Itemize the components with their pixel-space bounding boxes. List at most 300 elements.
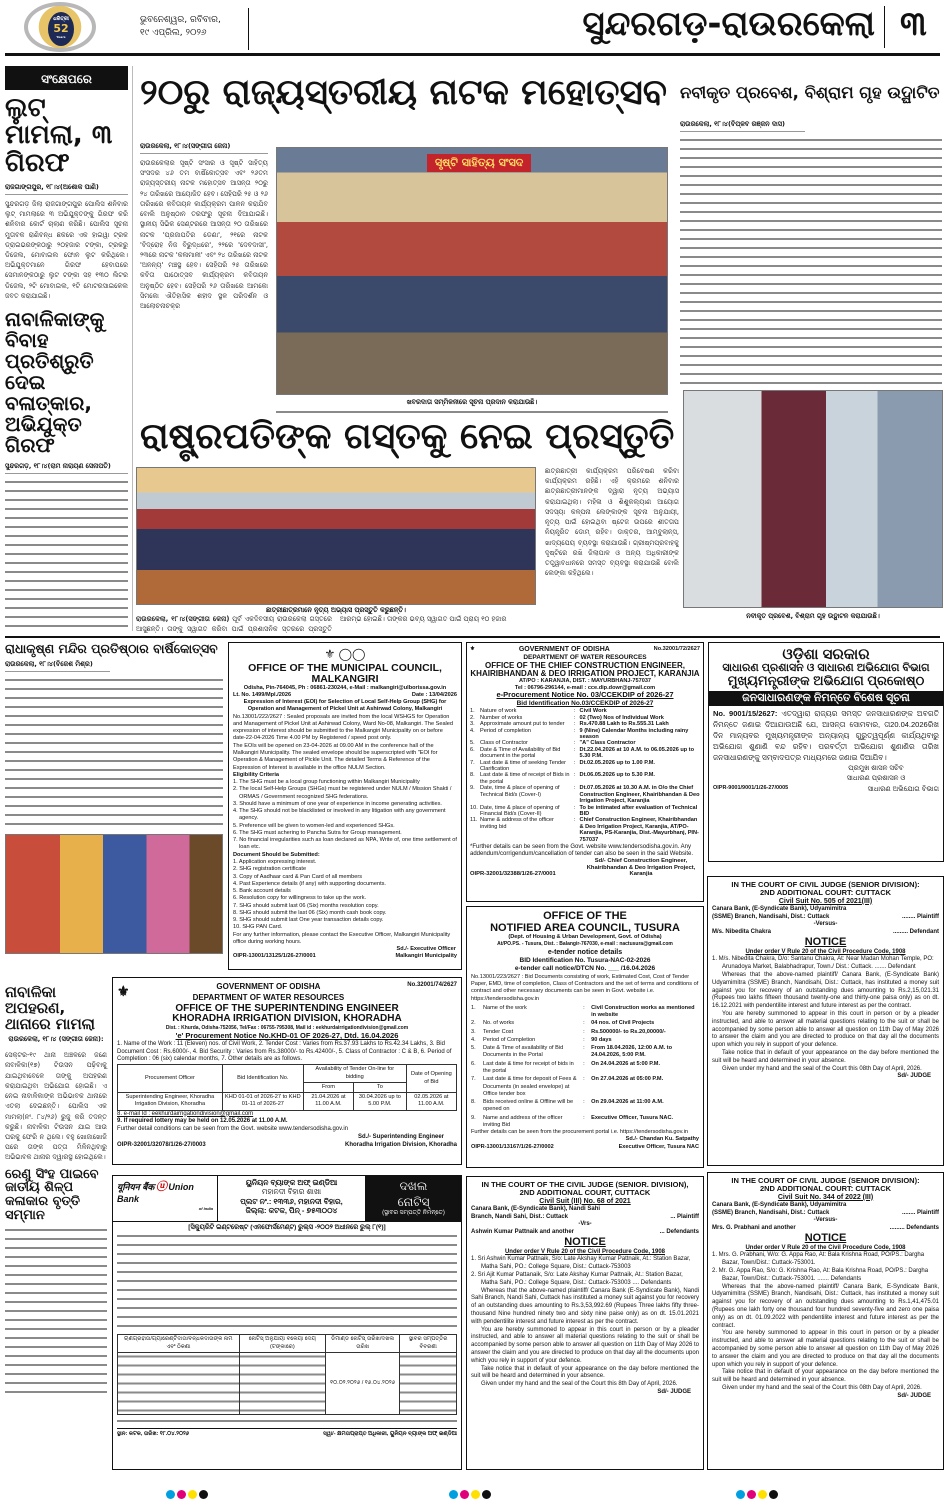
dateline: ରାଉରକେଲା, ୧୮।୪(ସଙ୍ଗୀତା କେନା): [136, 615, 230, 623]
newspaper-logo: [24, 2, 96, 52]
item-number: 6.: [471, 1060, 476, 1067]
plaintiff: Canara Bank, (E-Syndicate Bank), Udyamimitra (SSME) Branch, Nandisahi, Dist.: Cuttack: [712, 905, 847, 920]
cell: [118, 1352, 240, 1414]
notice-heading: 'e' Procurement Notice No.KHD-01 OF 2026-27, Dtd. 16.04.2026: [175, 1031, 399, 1041]
item-value: Rs.470.88 Lakh to Rs.555.31 Lakh: [579, 721, 669, 728]
court-heading: IN THE COURT OF THE CIVIL JUDGE (SENIOR. DIVISION),: [481, 1180, 689, 1189]
party: 1. M/s. Nibedita Chakra, D/o: Santanu Chakra, At: Near Madan Mohan Temple, PO: Arunadoya Market, Balabhadrapur, Town./ Dist.: Cuttack. ....... Defendant: [712, 956, 934, 971]
story-kidnap-body: ସେକ୍ଟର-୧୯ ଥାନା ଅଞ୍ଚଳରେ ଜଣେ ନାବାଳିକା(୧୭) ଟିଉସନ ପଢ଼ିବାକୁ ଯାଇଥିବାବେଳେ ତାଙ୍କୁ ଅପହରଣ କରାଯାଇଥିବା ଅଭିଯୋଗ ହୋଇଛି। ଏ ନେଇ ନାବାଳିକାଙ୍କ ଅଭିଭାବକ ଥାନାରେ ଏତଲା ଦେଇଛନ୍ତି। ପୋଲିସ ଏକ ମାମଲା(ନଂ. ୮୪/୨୬) ରୁଜୁ କରି ତଦନ୍ତ କରୁଛି। ନାବାଳିକା ଟିଉସନ ଯାଇ ଆଉ ଘରକୁ ଫେରି ନ ଥିଲେ। ବହୁ ଖୋଜାଖୋଜି ପରେ ତାଙ୍କ ପତ୍ତା ମିଳିନଥିବାରୁ ଅଭିଭାବକ ଥାନାର ଦ୍ୱାରସ୍ଥ ହୋଇଥିଲେ।: [5, 1051, 107, 1162]
item-separator: :: [573, 785, 576, 792]
signatory-office: Malkangiri Municipality: [395, 953, 457, 960]
emblem-icon: ⚜: [117, 983, 130, 999]
col-header: ଡିମାଣ୍ଡ ନୋଟିସ୍ ତାରିଖ/ଦଖଲ ତାରିଖ: [326, 1335, 400, 1353]
union-bank-logo: यूनियन बैंक ⓤ Union Bank of India: [113, 1176, 218, 1221]
item-separator: :: [573, 727, 576, 734]
notice-title: NOTICE: [804, 936, 847, 949]
plaintiff-line: [471, 1206, 699, 1222]
item-label: Date & Time of Availability of Bid document in the portal: [480, 746, 561, 760]
notice-title: NOTIFIED AREA COUNCIL, TUSURA: [490, 921, 680, 934]
plaintiff-line: [712, 906, 939, 922]
item-separator: :: [583, 1045, 585, 1052]
item-number: 4.: [470, 727, 475, 734]
bid-id: Bid Identification No.03/CCEKDIP of 2026-27: [516, 699, 654, 707]
dateline: ରାଉରକେଲା, ୧୮।୪(ବିପ୍ଳବ ରଞ୍ଜନ ଦାସ): [680, 120, 805, 132]
notice-address: Dist. : Khurda, Odisha-752056, Tel/Fax : 06755-795308, Mail id : eekhurdairrigationdivision@gmail.com: [165, 1024, 409, 1031]
item-separator: :: [583, 1099, 585, 1106]
table-row: [118, 1093, 457, 1111]
photo-caption: ଛାତ୍ରୀଛାତ୍ରମାନେ ନୃତ୍ୟ ଅଭ୍ୟାସ ପ୍ରସ୍ତୁତି କରୁଛନ୍ତି।: [266, 606, 406, 614]
cell: 30.04.2026 up to 5.00 P.M.: [354, 1093, 407, 1111]
item-number: 9.: [471, 1114, 476, 1121]
plaintiff: Canara Bank, (E-Syndicate Bank), Udyamimitra (SSME) Branch, Nandisahi, Dist.: Cuttack: [712, 1201, 847, 1216]
notice-order: Under order V Rule 20 of the Civil Procedure Code, 1908: [745, 948, 906, 955]
notice-dept: DEPARTMENT OF WATER RESOURCES: [523, 654, 647, 662]
oipr-number: OIPR-9001/9001/1/26-27/0005: [713, 784, 789, 791]
headline-kidnap: ନାବାଳିକା ଅପହରଣ, ଥାନାରେ ମାମଲା: [5, 983, 95, 1033]
docs-title: Document Should be Submitted:: [233, 851, 320, 858]
item-label: Name & address of the officer inviting bid: [480, 817, 554, 830]
notice-para: Whereas that the above-named plaintiff/ Canara Bank, (E-Syndicate Bank) Udyamimitra (SSME) Branch, Nandisahi, Dist.: Cuttack, has instituted a money suit against you for recovery of an outstanding dues amounting to Rs.2,15,021.31 (Rupees two lakhs fifteen thousand twenty-one and thirty-one paisa only) as on dt. 16.12.2021 with pendentilite interest and future interest as per the contract.: [712, 971, 939, 1010]
dateline: ରାଉରକେଲା, ୧୮।୪(ବିଜେଶ ମିଶ୍ର): [5, 660, 110, 672]
item-label: Last date & time of receipt of Bids in the portal: [480, 772, 570, 785]
item-label: Date & Time of availability of Bid Documents in the Portal: [483, 1045, 564, 1059]
photo-caption: ନବୀକୃତ ପ୍ରବେଶ, ବିଶ୍ରାମ ଗୃହ ଉଦ୍ଘାଟନ କରାଯାଉଛି।: [746, 612, 880, 620]
story-drama-body: ରାଉରକେଲାର ସୃଷ୍ଟି ସଂସାର ଓ ସୃଷ୍ଟି ସାହିତ୍ୟ ସଂସଦର ୪୬ ତମ ବାର୍ଷିକୋତ୍ସବ ଏବଂ ୨୬ତମ ରାଜ୍ୟସ୍ତରୀୟ ନାଟକ ମହୋତ୍ସବ ଆସନ୍ତା ୨୦ରୁ ୨୪ ତାରିଖରେ ଆୟୋଜିତ ହେବ। ସେହିପରି ୨୫ ଓ ୨୬ ତାରିଖରେ କବିତାୟନ କାର୍ଯ୍ୟକ୍ରମ ପାଳନ କରାଯିବ ବୋଲି ଅନୁଷ୍ଠାନ ତରଫରୁ ସୂଚନା ଦିଆଯାଇଛି। ସ୍ଥାନୀୟ ସିଭିକ ସେଣ୍ଟରରେ ଆସନ୍ତା ୨୦ ତାରିଖରେ ନାଟକ 'ପ୍ରଜାପତିର ଡେଣା', ୨୧ରେ ନାଟକ 'ବିଦ୍ରୋହ ନିଜ ବିରୁଦ୍ଧରେ', ୨୨ରେ 'ଦେବଦାସୀ', ୨୩ରେ ନାଟକ 'କଳାମାଳୀ' ଏବଂ ୨୪ ତାରିଖରେ ନାଟକ 'ଅନନ୍ୟ' ମଞ୍ଚସ୍ଥ ହେବ। ସେହିପରି ୨୫ ତାରିଖରେ କବିତା ପାଠୋତ୍ସବ କାର୍ଯ୍ୟକ୍ରମ କବିତାୟନ ଅନୁଷ୍ଠିତ ହେବ। ସେହିପରି ୨୬ ତାରିଖରେ ଆମକୋ ସିମକୋ ଐତିହାସିକ ଶହୀଦ ସ୍ଥଳ ପରିଦର୍ଶନ ଓ ଆଲୋଚନାଚକ୍ର: [140, 159, 268, 311]
notice-cm-grievance: [708, 642, 944, 862]
cell: 02.05.2026 at 11.00 A.M.: [406, 1093, 456, 1111]
signatory: Sd/- JUDGE: [897, 1073, 931, 1080]
story-president-continued: [136, 615, 536, 635]
story-body-text: [5, 1226, 107, 1396]
notice-title: NOTICE: [804, 1232, 847, 1245]
notice-title: ମୁଖ୍ୟମନ୍ତ୍ରୀଙ୍କ ଅଭିଯୋଗ ପ୍ରକୋଷ୍ଠ: [727, 673, 925, 689]
story-loot-body: ସୁନ୍ଦରଗଡ଼ ଜିଲା ରାଜଗାଙ୍ଗପୁର ପୋଲିସ ଶନିବାର ଲୁଟ୍ ମାମଲାରେ ୩ ଅଭିଯୁକ୍ତଙ୍କୁ ଗିରଫ କରି ଶନିବାର କୋର୍ଟ ଚାଲାଣ କରିଛି। ପୋଲିସ ସୂଚନା ମୁତାବକ ରାଣିବନ୍ଧ ଛକରେ ଏକ ହାଇୱା ଟ୍ରକ ଡ୍ରାଇଭରଙ୍କଠାରୁ ୨୦ହଜାର ଟଙ୍କା, ଟ୍ରକରୁ ଡିଜେଲ, ମୋବାଇଲ ଫୋନ ଲୁଟ କରିଥିଲେ। ଅଭିଯୁକ୍ତମାନେ ଗିରଫ ହେବାପରେ ସେମାନଙ୍କଠାରୁ ଲୁଟ ଟଙ୍କା ସହ ୧୩୦ ଲିଟର ଡିଜେଲ, ୨ଟି ମୋବାଇଲ, ୧ଟି ମୋଟରସାଇକେଲ ଜବତ କରାଯାଇଛି।: [5, 199, 128, 300]
item-number: 5.: [471, 1045, 476, 1052]
item-number: 9.: [470, 785, 475, 792]
notice-banner: ଜନସାଧାରଣଙ୍କ ନିମନ୍ତେ ବିଶେଷ ସୂଚନା: [709, 691, 943, 707]
notice-title: NOTICE: [564, 1236, 606, 1249]
list-item: 8. SHG should submit the last 06 (Six) month cash book copy.: [233, 909, 387, 916]
story-president-body: ଛାତ୍ରଛାତ୍ରୀ କାର୍ଯ୍ୟକ୍ରମ ପରିବେଷଣ କରିବା କାର୍ଯ୍ୟକ୍ରମ ରହିଛି। ଏହି କ୍ରମରେ ଶନିବାର ଛାତ୍ରଛାତ୍ରୀମାନଙ୍କ ଦ୍ୱାରା ନୃତ୍ୟ ଅଭ୍ୟାସ କରାଯାଇଥିଲା। ମହିଳା ଓ ଶିଶୁକଲ୍ୟାଣ ଆୟୋଗ ସଦସ୍ୟା କଳ୍ପନା ଲେଙ୍କାଙ୍କ ସୂଚନା ଅନୁଯାୟୀ, ନୃତ୍ୟ ପାଇଁ ହୋଇଥିବା ଷ୍ଟେଜ ଉପରେ ଶୀତତାପ ନିୟନ୍ତ୍ରିତ ଡୋମ୍ ରହିବ। ଡାକ୍ତର, ଆମ୍ବୁଲାନ୍ସ, ଖାଦ୍ୟପେୟ ବ୍ୟବସ୍ଥା କରାଯାଉଛି। ଗ୍ରୀଷ୍ମପ୍ରବାହକୁ ଦୃଷ୍ଟିରେ ରଖି ଜିଲାପାଳ ଓ ଅନ୍ୟ ଅଧିକାରୀଙ୍କ ତତ୍ତ୍ୱାବଧାନରେ ସମସ୍ତ ବ୍ୟବସ୍ଥା କରାଯାଉଛି ବୋଲି ଲେଙ୍କା କହିଥିଲେ।: [545, 467, 679, 578]
court-heading: IN THE COURT OF CIVIL JUDGE (SENIOR DIVISION):: [731, 880, 920, 889]
logo-name: ଧରିତ୍ରୀ: [53, 16, 69, 22]
notice-lottery: 9. If required lottery may be held on 12.05.2026 at 11.00 A.M.: [117, 1118, 288, 1125]
notice-title: KHORADHA IRRIGATION DIVISION, KHORADHA: [172, 1013, 402, 1025]
signatory-office: Executive Officer, Tusura NAC: [618, 1143, 699, 1150]
col-header: From: [303, 1082, 353, 1092]
signatory: Sd./- Executive Officer: [396, 946, 456, 953]
criteria-title: Eligibility Criteria: [233, 771, 280, 778]
notice-union-bank-possession: [112, 1175, 462, 1470]
defendant-role: ... Defendants: [659, 1229, 699, 1236]
list-item: 4. The SHG should not be blacklisted or involved in any litigation with any government agency.: [233, 808, 446, 822]
notice-address: AT/PO : KARANJIA, DIST. : MAYURBHANJ-757037: [518, 678, 652, 685]
date-line-1: ଭୁବନେଶ୍ୱର, ରବିବାର,: [140, 15, 221, 25]
tender-details: [471, 1005, 699, 1129]
item-number: 4.: [471, 1036, 476, 1043]
notice-title: ନୋଟିସ୍: [397, 1194, 430, 1209]
item-label: Name of the work: [483, 1004, 527, 1011]
item-label: Last date & time for receipt of bids in the portal: [483, 1060, 574, 1075]
suit-number: Civil Suit No. 344 of 2022 (III): [777, 1193, 874, 1201]
cell: Superintending Engineer, Khoradha Irrigation Division, Khoradha: [118, 1093, 223, 1111]
notice-karanjia-eprocurement: [466, 642, 704, 902]
notice-order: Under order V Rule 20 of the Civil Procedure Code, 1908: [504, 1248, 666, 1255]
bid-id: BID Identification No. Tusura-NAC-02-2026: [519, 956, 651, 964]
table-row: [118, 1352, 457, 1414]
notice-body-text: [117, 1232, 457, 1332]
notice-heading: e-Procurement Notice No. 03/CCEKDIP of 2026-27: [496, 690, 674, 700]
court-heading: 2ND ADDITIONAL COURT, CUTTACK: [519, 1187, 651, 1197]
notice-dept: (Dept. of Housing & Urban Development, Govt. of Odisha): [508, 934, 662, 941]
signatory: ସ୍ୱା/- କ୍ଷମତାପ୍ରାପ୍ତ ଅଧିକାରୀ, ୟୁନିୟନ ବ୍ୟାଙ୍କ ଅଫ୍ ଇଣ୍ଡିଆ: [323, 1430, 457, 1437]
notice-para: Given under my hand and the seal of the Court this 8th Day of April, 2026.: [481, 1381, 678, 1388]
dateline: ସୁନ୍ଦରଗଡ଼, ୧୮।୪(ରାମ ନାରାୟଣ ସେନାପତି): [5, 462, 128, 474]
list-item: 2. The local Self-Help Groups (SHGs) must be registered under NULM / Mission Shakti / ORMAS / Government recognized SHG federations.: [233, 786, 452, 800]
item-number: 11.: [470, 817, 478, 824]
notice-contact: Tel : 06796-296144, e-mail : cce.dip.dowr@gmail.com: [514, 684, 656, 691]
inauguration-photo: [683, 390, 943, 608]
item-label: Bids received online & Offline will be opened on: [483, 1099, 574, 1113]
party: 1. Sri Ashwin Kumar Pattnaik, S/o: Late Akshay Kumar Pattnaik, At.: Station Bazar, Matha Sahi, PO.: College Square, Dist.: Cuttack-753003: [471, 1256, 691, 1271]
item-label: Last date & time of seeking Tender Clarification: [480, 759, 567, 773]
signatory: Sd/- Chief Construction Engineer, Khairibhandan & Deo Irrigation Project, Karanjia: [586, 857, 696, 878]
item-value: Civil Work: [579, 708, 607, 715]
defendant: Ashwin Kumar Pattnaik and another: [471, 1229, 575, 1236]
notice-footer: Further detail conditions can be seen from the Govt. website www.tendersodisha.gov.in: [117, 1126, 349, 1133]
item-separator: :: [573, 714, 576, 721]
item-value: On 27.04.2026 at 05:00 P.M.: [591, 1076, 664, 1083]
item-separator: :: [573, 708, 576, 715]
oipr-number: OIPR-13001/13125/1/26-27/0001: [233, 953, 316, 960]
item-value: To be intimated after evaluation of Technical BID: [579, 804, 698, 817]
logo-sub: Years: [56, 35, 66, 39]
list-item: 7. SHG should submit last 06 (Six) months resolution copy.: [233, 902, 379, 909]
court-heading: 2ND ADDITIONAL COURT: CUTTACK: [759, 887, 892, 897]
notice-place-date: ସ୍ଥାନ: କଟକ, ତାରିଖ: ୧୮.୦୪.୨୦୨୬: [117, 1430, 190, 1437]
versus: -Vrs-: [578, 1221, 592, 1228]
notice-malkangiri-eoi: [228, 642, 462, 970]
item-number: 7.: [471, 1076, 476, 1083]
notice-email: 8. e-mail Id : eekhurdairrigationdivision@gmail.com: [117, 1110, 254, 1117]
court-notice-344-2022: [707, 1172, 944, 1470]
story-body-text: [680, 136, 942, 391]
notice-title: OFFICE OF THE CHIEF CONSTRUCTION ENGINEER, KHAIRIBHANDAN & DEO IRRIGATION PROJECT, KARANJIA: [470, 660, 700, 678]
notice-para: You are hereby summoned to appear in this court in person or by a pleader instructed, and able to answer all material questions relating to the suit or shall be accompanied by some person able to answer all question on 11th Day of May 2026 to answer the claim and you are directed to produce on that day all the documents upon which you rely in support of your defence.: [471, 1326, 699, 1364]
brief-column: [5, 66, 128, 631]
story-body-text: [5, 676, 223, 826]
court-notice-505-2021: [707, 876, 944, 1166]
item-separator: :: [583, 1036, 585, 1043]
cell: [239, 1352, 325, 1414]
headline-artist-award: ରେଣୁ ସିଂହ ପାଇବେ ଜାତୀୟ ଶିଳ୍ପ କଳାକାର ବୃତ୍ତି ସମ୍ମାନ: [5, 1166, 99, 1223]
col-header: To: [354, 1082, 407, 1092]
versus: -Versus-: [813, 1217, 838, 1224]
item-number: 8.: [471, 1099, 476, 1106]
cell: KHD 01-01 of 2026-27 to KHD 01-11 of 2026-27: [222, 1093, 303, 1111]
headline-loot: ଲୁଟ୍ ମାମଲା, ୩ ଗିରଫ: [5, 93, 113, 178]
suit-number: Civil Suit (III) No. 68 of 2021: [539, 1197, 631, 1205]
notice-no: No.32001/72/2627: [653, 646, 700, 652]
notice-rule: [ସିକ୍ୟୁରିଟି ଇଣ୍ଟରେଷ୍ଟ (ଏନଫୋର୍ସମେଣ୍ଟ) ରୁଲ୍ସ -୨୦୦୨ ଅଧୀନରେ ରୁଲ୍ ୮(୧)]: [188, 1223, 386, 1231]
item-value: 90 days: [591, 1036, 612, 1043]
item-label: Last date & time for deposit of Fees & Documents (in sealed envelope) at Office tender box: [483, 1076, 577, 1097]
emblem-icon: ⚜ ◯◯: [324, 647, 366, 661]
notice-heading: e-tender notice details: [547, 948, 623, 956]
registration-marks-center: [448, 1484, 492, 1503]
notice-title: OFFICE OF THE MUNICIPAL COUNCIL, MALKANGIRI: [248, 661, 442, 685]
item-value: Dt.07.05.2026 at 10.30 A.M. in O/o the Chief Construction Engineer, Khairibhandan & Deo Irrigation Project, Karanjia: [579, 785, 700, 805]
item-separator: :: [583, 1076, 585, 1083]
headline-renovation: ନବୀକୃତ ପ୍ରବେଶ, ବିଶ୍ରାମ ଗୃହ ଉଦ୍ଘାଟିତ: [680, 83, 940, 102]
brief-label: ସଂକ୍ଷେପରେ: [5, 66, 128, 90]
court-heading: IN THE COURT OF CIVIL JUDGE (SENIOR DIVISION):: [731, 1176, 920, 1185]
list-item: 10. SHG PAN Card.: [233, 924, 283, 931]
item-number: 1.: [470, 708, 475, 715]
item-value: Civil Construction works as mentioned in website: [591, 1004, 695, 1019]
branch-name: ମହାନଦୀ ବିହାର ଶାଖା: [261, 1187, 322, 1197]
list-item: 2. SHG registration certificate: [233, 866, 307, 873]
notice-title: ଦଖଲ: [399, 1179, 428, 1193]
bid-table: [117, 1064, 457, 1110]
photo-banner-text: ସୃଷ୍ଟି ସାହିତ୍ୟ ସଂସଦ: [427, 154, 531, 172]
item-value: Rs.500000/- to Rs.20,00000/-: [591, 1028, 666, 1035]
item-label: Date, time & place of opening of Technical Bid/s (Cover-I): [480, 785, 560, 798]
item-separator: :: [573, 759, 576, 766]
list-item: 6. The SHG must achering to Pancha Sutra for Group management.: [233, 829, 402, 836]
notice-gov: GOVERNMENT OF ODISHA: [216, 982, 321, 991]
list-item: 7. No financial irregularities such as loan declared as NPA, Write of, one time settlement of loan etc.: [233, 837, 457, 851]
photo-caption: ଖବରଦାତା ସମ୍ମିଳନୀରେ ସୂଚନା ପ୍ରଦାନ କରାଯାଉଛି।: [406, 398, 538, 406]
notice-para: You are hereby summoned to appear in this court in person or by a pleader instructed, and able to answer all material questions relating to the suit or shall be accompanied by some person able to answer all question on 11th Day of May 2026 to answer the claim and you are directed to produce on that day all the documents upon which you rely in support of your defence.: [712, 1010, 939, 1049]
item-separator: :: [573, 804, 576, 811]
notice-body: ଏତଦ୍ୱାରା ରାଜ୍ୟର ସମସ୍ତ ଜନସାଧାରଣଙ୍କ ଅବଗତି ନିମନ୍ତେ ଜଣାଇ ଦିଆଯାଉଅଛି ଯେ, ଆସନ୍ତା ସୋମବାର, ତା20.04.2026ରିଖ ଦିନ ମାନ୍ୟବର ମୁଖ୍ୟମନ୍ତ୍ରୀଙ୍କ ଅନ୍ୟାନ୍ୟ ଗୁରୁତ୍ୱପୂର୍ଣ୍ଣ କାର୍ଯ୍ୟଥିବାରୁ ଅଭିଯୋଗ ଶୁଣାଣି ବନ୍ଦ ରହିବ। ପରବର୍ତ୍ତୀ ଅଭିଯୋଗ ଶୁଣାଣିର ତାରିଖ ଜନସାଧାରଣଙ୍କୁ ସମ୍ବାଦପତ୍ର ମାଧ୍ୟମରେ ଜଣାଇ ଦିଆଯିବ।: [713, 709, 939, 762]
oipr-number: OIPR-32001/32388/1/26-27/0001: [470, 871, 556, 878]
item-value: Dt.02.05.2026 up to 1.00 P.M.: [579, 759, 655, 766]
item-number: 1.: [471, 1004, 476, 1011]
col-header: Bid Identification No.: [222, 1065, 303, 1093]
item-value: On 24.04.2026 at 5:00 P.M.: [591, 1060, 661, 1067]
plaintiff-line: [712, 1202, 939, 1218]
notice-title: OFFICE OF THE SUPERINTENDING ENGINEER: [175, 1002, 399, 1014]
signatory-office: Khoradha Irrigation Division, Khoradha: [344, 1141, 457, 1148]
item-value: 04 nos. of Civil Projects: [591, 1020, 655, 1027]
item-value: Executive Officer, Tusura NAC.: [591, 1114, 674, 1121]
item-value: "A" Class Contractor: [579, 740, 636, 747]
item-separator: :: [573, 772, 576, 779]
item-number: 3.: [470, 721, 475, 728]
item-separator: :: [573, 746, 576, 753]
dance-practice-photo: [136, 467, 536, 605]
list-item: 3. Copy of Aadhaar card & Pan Card of all members: [233, 873, 363, 880]
court-heading: 2ND ADDITIONAL COURT: CUTTACK: [759, 1183, 892, 1193]
court-notice-68-2021: [466, 1176, 704, 1470]
notice-dept: DEPARTMENT OF WATER RESOURCES: [192, 992, 345, 1002]
list-item: 1. The SHG must be a local group functioning within Malkangiri Municipality: [233, 779, 420, 786]
notice-address: Odisha, Pin-764045, Ph : 06861-230244, e-Mail : malkangiri@ulborissa.gov.in: [243, 684, 447, 691]
plaintiff-role: ........ Plaintiff: [901, 913, 939, 920]
notice-address: At/PO.PS. - Tusura, Dist. : Balangir-767030, e-mail : nactusura@gmail.com: [497, 941, 673, 948]
defendant: Mrs. G. Prabhani and another: [712, 1225, 796, 1232]
item-number: 7.: [470, 759, 475, 766]
col-header: ଋଣଗ୍ରହୀତା/ଗ୍ୟାରେଣ୍ଟିଦାତା/ବନ୍ଧକଦାତାଙ୍କ ନାମ ଏବଂ ଠିକଣା: [118, 1335, 240, 1353]
item-value: Dt.06.05.2026 up to 5.30 P.M.: [579, 772, 655, 779]
signatory-office: ସାଧାରଣ ଅଭିଯୋଗ ବିଭାଗ: [867, 785, 939, 793]
tender-details: [470, 708, 700, 843]
registration-marks-left: [165, 1484, 209, 1503]
registration-marks-right: [735, 1484, 779, 1503]
possession-table: [117, 1334, 457, 1415]
list-item: 6. Resolution copy for willingness to take up the work.: [233, 895, 367, 902]
cell: [400, 1352, 457, 1414]
plaintiff-role: ... Plaintiff: [670, 1213, 699, 1220]
notice-para: 1. Name of the Work : 11 (Eleven) nos. of Civil Work, 2. Tender Cost : Varies from Rs.37.93 Lakhs to Rs.42.34 Lakhs, 3. Bid Document Cost : Rs.6000/-, 4. Bid Security : Varies from Rs.38000/- to Rs.42400/-, 5. Class of Contractor : C & B, 6. Period of Completion : 06 (six) calendar months, 7. Other details are as follows.: [117, 1040, 452, 1063]
item-separator: :: [583, 1028, 585, 1035]
item-separator: :: [583, 1020, 585, 1027]
notice-para: Take notice that in default of your appearance on the day before mentioned the suit will be heard and determined in your absence.: [712, 1049, 939, 1064]
item-label: Period of Completion: [483, 1036, 536, 1043]
item-label: Approximate amount put to tender: [480, 721, 565, 728]
item-number: 2.: [471, 1020, 476, 1027]
col-header: Availability of Tender On-line for bidding: [303, 1065, 406, 1083]
headline-drama-festival: ୨୦ରୁ ରାଜ୍ୟସ୍ତରୀୟ ନାଟକ ମହୋତ୍ସବ: [140, 72, 667, 113]
defendant: M/s. Nibedita Chakra: [712, 929, 772, 936]
notice-para: Whereas that the above-named plaintiff/ Canara Bank (E-Syndicate Bank), Nandi Sahi Branch, Nandi Sahi, Cuttack has instituted a money suit against you for recovery of an outstanding dues amounting to Rs.3,53,992.69 (Rupees Three lakhs fifty three-thousand Nine hundred ninety two and sixty nine paise only) as on dt. 15.01.2021 with pendentilite interest and future interest as per the contract.: [471, 1287, 699, 1325]
dateline: ରାଜଗାଙ୍ଗପୁର, ୧୮।୪(ଅଶୋକ ପାଣି): [5, 183, 128, 195]
signatory-office: ସାଧାରଣ ପ୍ରଶାସନ ଓ: [846, 775, 906, 783]
defendant-role: ......... Defendants: [889, 1225, 939, 1232]
list-item: 5. Preference will be given to women-led and experienced SHGs.: [233, 822, 395, 829]
party: 2. Sri Ajit Kumar Pattanaik, S/o: Late Akshay Kumar Pattnaik, At.: Station Bazar, Matha Sahi, PO.: College Square, Dist.: Cuttack-753003 .... Defendants: [471, 1271, 683, 1286]
list-item: 9. SHG should submit last One year transaction details copy.: [233, 917, 384, 924]
signatory: Sd./- Superintending Engineer: [357, 1133, 444, 1140]
item-separator: :: [573, 817, 576, 824]
versus: -Versus-: [813, 921, 838, 928]
story-president-continued-text: ପୂର୍ବ ଏକଦିବସୀୟ ରାଉରକେଲା ଗସ୍ତରେ ଆସୁଛନ୍ତି। ତାଙ୍କୁ ସ୍ୱାଗତ କରିବା ପାଇଁ ପ୍ରଶାସନିକ ସ୍ତରରେ ପ୍ରସ୍ତୁତି ଆରମ୍ଭ ହୋଇଛି। ତାଙ୍କର ଭବ୍ୟ ସ୍ୱାଗତ ପାଇଁ ପ୍ରାୟ ୧୦ ହଜାର: [136, 615, 507, 633]
notice-para: Whereas that the above-named plaintiff/ Canara Bank, E-Syndicate Bank, Udyamimitra (SSME) Branch, Nandisahi, Dist.: Cuttack, has instituted a money suit against you for recovery of an outstanding dues amounting to Rs.1,41,475.01 (Rupees one lakh forty one thousand four hundred seventy-five and zero one paisa only) as on dt. 01.09.2022 with pendentilite interest and future interest as per the contract.: [712, 1283, 939, 1329]
oipr-number: OIPR-13001/13167/1/26-27/0002: [471, 1143, 554, 1150]
logo-years: 52: [53, 22, 69, 35]
item-label: Number of works: [480, 714, 523, 721]
item-value: 9 (Nine) Calendar Months including rainy season: [579, 727, 689, 740]
notice-khordha-eprocurement: [112, 977, 462, 1165]
signatory: Sd/- JUDGE: [897, 1392, 931, 1399]
notice-para: No.13001/223/2627 : Bid Documents consisting of work, Estimated Cost, Cost of Tender Paper, EMD, time of completion, Class of Contractors and the set of terms and conditions of contract and other necessary documents can be seen in Govt. website i.e. https://tendersodisha.gov.in: [471, 973, 699, 1002]
party: 2. Mr. G. Appa Rao, S/o: G. Krishna Rao, At: Bala Krishna Road, PO/PS.: Dargha Bazar, Town/Dist.: Cuttack-753001. ....... Defendants: [712, 1267, 929, 1282]
col-header: ନୋଟିସ୍ ଅନୁଯାୟୀ ବକେୟା ଦେୟ (ଟଙ୍କାରେ): [239, 1335, 325, 1353]
notice-no: No. 9001/15/2627:: [713, 709, 778, 719]
temple-event-photo: [5, 834, 223, 954]
item-value: On 29.04.2026 at 11:00 A.M.: [591, 1099, 664, 1106]
signatory: ପ୍ରମୁଖ ଶାସନ ସଚିବ: [848, 764, 904, 772]
defendant-role: ......... Defendant: [892, 929, 939, 936]
bank-name: ୟୁନିୟନ ବ୍ୟାଙ୍କ ଅଫ୍ ଇଣ୍ଡିଆ: [245, 1178, 338, 1187]
signatory: Sd/- JUDGE: [657, 1388, 691, 1395]
notice-para: Given under my hand and the seal of the Court this 08th Day of April, 2026.: [722, 1065, 922, 1072]
item-label: Period of completion: [480, 727, 531, 734]
item-number: 2.: [470, 714, 475, 721]
item-number: 10.: [470, 804, 478, 811]
page-number: ୩: [900, 4, 927, 44]
masthead: [0, 0, 945, 56]
letter-no: Lt. No. 1499/Mpl./2026: [233, 691, 292, 698]
notice-title: OFFICE OF THE: [543, 910, 627, 922]
col-header: ସ୍ଥାବର ସମ୍ପତ୍ତିର ବିବରଣୀ: [400, 1335, 457, 1353]
oipr-number: OIPR-32001/32078/1/26-27/0003: [117, 1141, 206, 1148]
col-header: Procurement Officer: [118, 1065, 223, 1093]
item-value: 02 (Two) Nos of Individual Work: [579, 714, 664, 721]
plaintiff: Canara Bank, (E-Syndicate Bank), Nandi Sahi Branch, Nandi Sahi, Dist.: Cuttack: [471, 1205, 601, 1220]
story-body-text: [276, 408, 668, 415]
item-separator: :: [583, 1004, 585, 1011]
story-body-text: [5, 478, 128, 631]
notice-tusura-etender: [466, 906, 704, 1168]
signatory: Sd./- Chandan Ku. Satpathy: [625, 1136, 699, 1143]
item-label: No. of works: [483, 1020, 515, 1027]
notice-dept: ସାଧାରଣ ପ୍ରଶାସନ ଓ ସାଧାରଣ ଅଭିଯୋଗ ବିଭାଗ: [722, 661, 930, 674]
cell: ୧୦.୦୨.୨୦୨୬ / ୧୬.୦୪.୨୦୨୬: [326, 1352, 400, 1414]
notice-para: You are hereby summoned to appear in this court in person or by a pleader instructed, and able to answer all material questions relating to the suit or shall be accompanied by some person able to answer all question on 11th Day of May 2026 to answer the claim and you are directed to produce on that day all the documents upon which you rely in support of your defence.: [712, 1330, 939, 1368]
item-separator: :: [583, 1060, 585, 1067]
press-meet-photo: [276, 147, 668, 395]
col-header: Date of Opening of Bid: [406, 1065, 456, 1093]
list-item: 5. Bank account details: [233, 888, 291, 895]
branch-address: ଜିଲ୍ଲା: କଟକ, ପିନ୍ - ୭୫୩୦୦୪: [245, 1206, 338, 1216]
notice-body-text: [117, 1417, 457, 1426]
item-value: Chief Construction Engineer, Khairibhandan & Deo Irrigation Project, Karanjia, AT/PO-Karanjia, PS-Karanjia, Dist.-Mayurbhanj, PIN-757037: [579, 817, 699, 843]
item-separator: :: [573, 721, 576, 728]
emblem-icon: ⚜: [470, 646, 476, 652]
notice-para: Take notice that in default of your appearance on the day before mentioned the suit will be heard and determined in your absence.: [712, 1369, 939, 1384]
item-separator: :: [573, 740, 576, 747]
notice-subject: Expression of Interest (EOI) for Selection of Local Self-Help Group (SHG) for Operation and Management of Pickel Unit at Ashirwad Colony, Malkangiri: [243, 699, 447, 713]
list-item: 4. Past Experience details (if any) with supporting documents.: [233, 880, 386, 887]
notice-subtitle: (ସ୍ଥାବର ସମ୍ପତ୍ତି ନିମନ୍ତେ): [382, 1210, 445, 1217]
plaintiff-role: ........ Plaintiff: [901, 1209, 939, 1216]
cell: 21.04.2026 at 11.00 A.M.: [303, 1093, 353, 1111]
dateline: ରାଉରକେଲା, ୧୮।୪ (ସଙ୍ଗୀତା ଜେନା):: [8, 1035, 104, 1044]
item-label: Class of Contractor: [480, 740, 528, 747]
item-label: Date, time & place of opening of Financial Bid/s (Cover-II): [480, 804, 560, 817]
notice-gov: ଓଡ଼ିଶା ସରକାର: [782, 646, 870, 663]
list-item: 3. Should have a minimum of one year of experience in income generating activities.: [233, 800, 442, 807]
section-title: ସୁନ୍ଦରଗଡ଼-ରାଉରକେଲା: [582, 4, 875, 44]
logo-text: यूनियन बैंक: [117, 1182, 155, 1192]
notice-order: Under order V Rule 20 of the Civil Procedure Code, 1908: [745, 1244, 906, 1251]
headline-president-visit: ରାଷ୍ଟ୍ରପତିଙ୍କ ଗସ୍ତକୁ ନେଇ ପ୍ରସ୍ତୁତି: [140, 416, 675, 457]
branch-address: ପ୍ଲଟ ନଂ.: ୧୩୩୬, ମହାନଦୀ ବିହାର,: [240, 1196, 343, 1206]
notice-date: Date : 13/04/2026: [411, 691, 457, 698]
item-separator: :: [583, 1114, 585, 1121]
dtcn-no: e-tender call notice/DTCN No. ___ /16.04.2026: [514, 965, 656, 973]
notice-para: The EOIs will be opened on 23-04-2026 at 09.00 AM in the conference hall of the Malkangiri Municipality. The sealed envelope should be superscripted with "EOI for Operation & Management of Pickle Unit. The detailed Terms & Reference of the Expression of Interest is available in the office NULM Section.: [233, 742, 438, 771]
date-line-2: ୧୯ ଏପ୍ରିଲ, ୨୦୨୬: [140, 27, 207, 38]
logo-text: Union Bank: [117, 1182, 194, 1205]
notice-footer: Further details can be seen from the procurement portal i.e. https://tendersodisha.gov.in: [471, 1129, 688, 1136]
notice-para: Take notice that in default of your appearance on the day before mentioned the suit will be heard and determined in your absence.: [471, 1365, 699, 1380]
item-label: Name and address of the officer inviting Bid: [483, 1114, 563, 1128]
item-value: Dt.22.04.2026 at 10 A.M. to 06.05.2026 up to 5.30 P.M.: [579, 746, 695, 760]
notice-para: Given under my hand and the seal of the Court this 08th Day of April, 2026.: [722, 1384, 922, 1391]
dateline: ରାଉରକେଲା, ୧୮।୪(ସଙ୍ଗୀତା ଜେନା): [140, 142, 268, 154]
item-number: 3.: [471, 1028, 476, 1035]
list-item: 1. Application expressing interest.: [233, 859, 317, 865]
party: 1. Mrs. G. Prabhani, W/o: G. Appa Rao, At: Bala Krishna Road, PO/PS.: Dargha Bazar, Town/Dist.: Cuttack-753001.: [712, 1252, 925, 1267]
item-number: 8.: [470, 772, 475, 779]
docs-list: [233, 859, 457, 932]
notice-no: No.32001/74/2627: [407, 982, 457, 988]
headline-rape-arrest: ନାବାଳିକାଙ୍କୁ ବିବାହ ପ୍ରତିଶ୍ରୁତି ଦେଇ ବଳାତ୍କାର, ଅଭିଯୁକ୍ତ ଗିରଫ: [5, 307, 105, 458]
